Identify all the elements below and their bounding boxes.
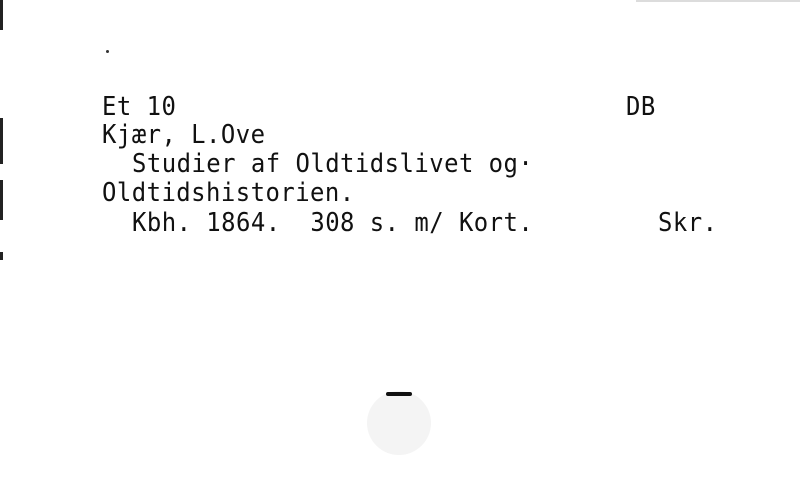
left-edge-mark (0, 252, 3, 260)
left-edge-mark (0, 180, 3, 220)
call-number: Et 10 (102, 92, 177, 122)
library-code: DB (626, 92, 656, 122)
title-line-1: Studier af Oldtidslivet og· (132, 149, 534, 179)
top-edge-rule (636, 0, 800, 2)
stray-dot (106, 50, 109, 53)
punch-hole (367, 391, 431, 455)
punch-hole-mark (386, 392, 412, 396)
left-edge-mark (0, 0, 3, 30)
author-line: Kjær, L.Ove (102, 120, 266, 150)
imprint-line: Kbh. 1864. 308 s. m/ Kort. (132, 208, 534, 238)
binding-note: Skr. (658, 208, 718, 238)
title-line-2: Oldtidshistorien. (102, 178, 355, 208)
left-edge-mark (0, 118, 3, 164)
